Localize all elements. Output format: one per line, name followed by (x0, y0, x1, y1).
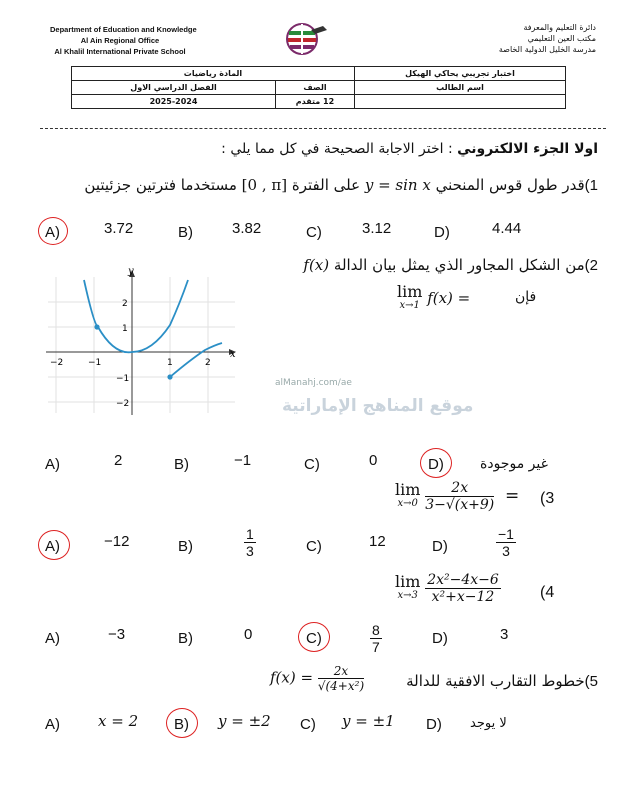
header-en-line-3: Al Khalil International Private School (54, 47, 186, 56)
grade-label-cell: الصف (276, 81, 355, 95)
q1-option-a-label[interactable]: A) (45, 224, 60, 241)
q3-option-d-num: −1 (498, 526, 514, 542)
grade-value-cell: 12 متقدم (276, 95, 355, 109)
q4-option-a-label[interactable]: A) (45, 630, 60, 647)
q2-limit: lim x→1 f(x) = (397, 282, 471, 311)
q5-option-d-value: لا يوجد (470, 716, 507, 731)
watermark-brand: موقع المناهج الإماراتية (282, 396, 474, 416)
q5-number: 5) (584, 673, 598, 690)
q2-option-a-value: 2 (114, 452, 123, 469)
q3-option-a-value: −12 (104, 533, 130, 550)
subject-cell: المادة رياضيات (72, 67, 355, 81)
q2-option-a-label[interactable]: A) (45, 456, 60, 473)
divider (40, 128, 606, 129)
q4-numerator: 2x²−4x−6 (427, 572, 499, 588)
q1-number: 1) (584, 177, 598, 194)
y-tick-neg2: −2 (116, 399, 130, 409)
q3-equals: = (504, 485, 520, 506)
q3-number: (3 (540, 490, 555, 507)
y-tick-neg1: −1 (116, 374, 130, 384)
q5-option-b-value: y = ±2 (218, 712, 271, 730)
year-cell: 2025-2024 (72, 95, 276, 109)
student-name-field[interactable] (355, 95, 566, 109)
header-ar-line-1: دائرة التعليم والمعرفة (523, 23, 596, 32)
q3-option-a-label[interactable]: A) (45, 538, 60, 555)
q5-numerator: 2x (318, 664, 364, 679)
x-tick-neg1: −1 (88, 358, 102, 368)
q2-option-d-label[interactable]: D) (428, 456, 444, 473)
q5-func-lhs: f(x) = (270, 668, 314, 687)
q2-graph (40, 265, 245, 425)
q4-option-c-den: 7 (372, 639, 380, 655)
section-instruction: : اختر الاجابة الصحيحة في كل مما يلي : (221, 141, 453, 157)
q5-denominator: √(4+x²) (317, 679, 365, 693)
x-tick-neg2: −2 (50, 358, 64, 368)
q2-lim-expr: f(x) = (427, 289, 471, 307)
q3-option-b-den: 3 (246, 543, 254, 559)
x-tick-2: 2 (205, 358, 211, 368)
q1-option-a-value: 3.72 (104, 220, 134, 237)
q4-option-b-label[interactable]: B) (178, 630, 193, 647)
q4-lim-sub: x→3 (397, 589, 418, 601)
watermark-url: alManahj.com/ae (275, 378, 352, 388)
q1-answer-circle (38, 217, 68, 245)
q3-option-b-value (244, 526, 256, 559)
curve-right-branch (170, 343, 222, 377)
student-name-label-cell: اسم الطالب (355, 81, 566, 95)
q1-interval: [0 , π] (241, 176, 288, 194)
q1-option-b-value: 3.82 (232, 220, 262, 237)
x-axis-label: x (230, 349, 236, 360)
q3-option-b-num: 1 (246, 526, 254, 542)
section-title: اولا الجزء الالكتروني (457, 141, 598, 157)
q4-number: (4 (540, 584, 555, 601)
q2-text (303, 256, 598, 274)
q2-text-body: من الشكل المجاور الذي يمثل بيان الدالة (333, 256, 585, 274)
header-ar-line-3: مدرسة الخليل الدولية الخاصة (498, 45, 596, 54)
q4-option-b-value: 0 (244, 626, 253, 643)
q2-answer-circle (420, 448, 452, 478)
q5-option-a-value: x = 2 (98, 712, 139, 730)
q4-expression: lim x→3 $\frac{\text{2x²−4x−6}}{\text{x²+x−12}}$ (395, 571, 499, 605)
q3-option-c-label[interactable]: C) (306, 538, 322, 555)
q3-option-d-value (496, 526, 516, 559)
q2-option-c-value: 0 (369, 452, 378, 469)
q2-lim-sub: x→1 (399, 300, 420, 311)
q5-option-c-label[interactable]: C) (300, 716, 316, 733)
q2-option-b-label[interactable]: B) (174, 456, 189, 473)
q5-text-body: خطوط التقارب الافقية للدالة (406, 672, 585, 690)
curve-point-left (94, 324, 99, 329)
q2-option-d-value: غير موجودة (480, 456, 548, 472)
q4-option-c-num: 8 (372, 622, 380, 638)
q1-text-c: مستخدما فترتين جزئيتين (84, 176, 237, 194)
header-english (50, 24, 197, 57)
q4-option-c-label[interactable]: C) (306, 630, 322, 647)
header-arabic (440, 22, 596, 55)
q5-text (406, 672, 598, 690)
q5-option-a-label[interactable]: A) (45, 716, 60, 733)
q1-option-d-label[interactable]: D) (434, 224, 450, 241)
q2-then: فإن (515, 289, 537, 305)
q1-option-c-value: 3.12 (362, 220, 392, 237)
q4-option-c-value (370, 622, 382, 655)
q2-option-c-label[interactable]: C) (304, 456, 320, 473)
q4-option-a-value: −3 (108, 626, 126, 643)
q1-expr: y = sin x (364, 176, 431, 194)
section-heading (221, 141, 598, 157)
q3-expression: lim x→0 $\frac{2x}{3-√(x+9)}$ = (395, 479, 520, 513)
y-axis-label: y (128, 266, 134, 277)
q3-option-c-value: 12 (369, 533, 386, 550)
q4-answer-circle (298, 622, 330, 652)
q5-option-b-label[interactable]: B) (174, 716, 189, 733)
q2-option-b-value: −1 (234, 452, 252, 469)
x-tick-1: 1 (167, 358, 173, 368)
header-ar-line-2: مكتب العين التعليمي (527, 34, 596, 43)
graph-grid (48, 277, 235, 413)
q2-func: f(x) (303, 256, 330, 274)
q3-denominator: 3−√(x+9) (425, 497, 495, 513)
q3-option-b-label[interactable]: B) (178, 538, 193, 555)
q2-number: 2) (584, 257, 598, 274)
q5-function (270, 664, 364, 693)
q3-option-d-label[interactable]: D) (432, 538, 448, 555)
y-tick-2: 2 (122, 299, 128, 309)
exam-title-cell: اختبار تجريبي يحاكي الهيكل (355, 67, 566, 81)
school-logo (283, 20, 329, 58)
q5-answer-circle (166, 708, 198, 738)
header-en-line-1: Department of Education and Knowledge (50, 25, 197, 34)
semester-cell: الفصل الدراسي الاول (72, 81, 276, 95)
q4-option-d-value: 3 (500, 626, 509, 643)
curve-left-branch (84, 280, 188, 352)
q1-option-c-label[interactable]: C) (306, 224, 322, 241)
y-tick-1: 1 (122, 324, 128, 334)
header-en-line-2: Al Ain Regional Office (80, 36, 160, 45)
q3-numerator: 2x (425, 480, 494, 497)
q4-option-d-label[interactable]: D) (432, 630, 448, 647)
q4-denominator: x²+x−12 (431, 589, 495, 605)
q5-option-d-label[interactable]: D) (426, 716, 442, 733)
q1-text (84, 176, 598, 194)
curve-point-right (167, 374, 172, 379)
q3-lim-sub: x→0 (397, 497, 418, 509)
q1-option-b-label[interactable]: B) (178, 224, 193, 241)
q3-answer-circle (38, 530, 70, 560)
student-info-table (71, 66, 566, 109)
q1-option-d-value: 4.44 (492, 220, 522, 237)
q1-text-a: قدر طول قوس المنحني (435, 176, 585, 194)
q1-text-b: على الفترة (291, 176, 361, 194)
q3-option-d-den: 3 (502, 543, 510, 559)
q5-option-c-value: y = ±1 (342, 712, 395, 730)
